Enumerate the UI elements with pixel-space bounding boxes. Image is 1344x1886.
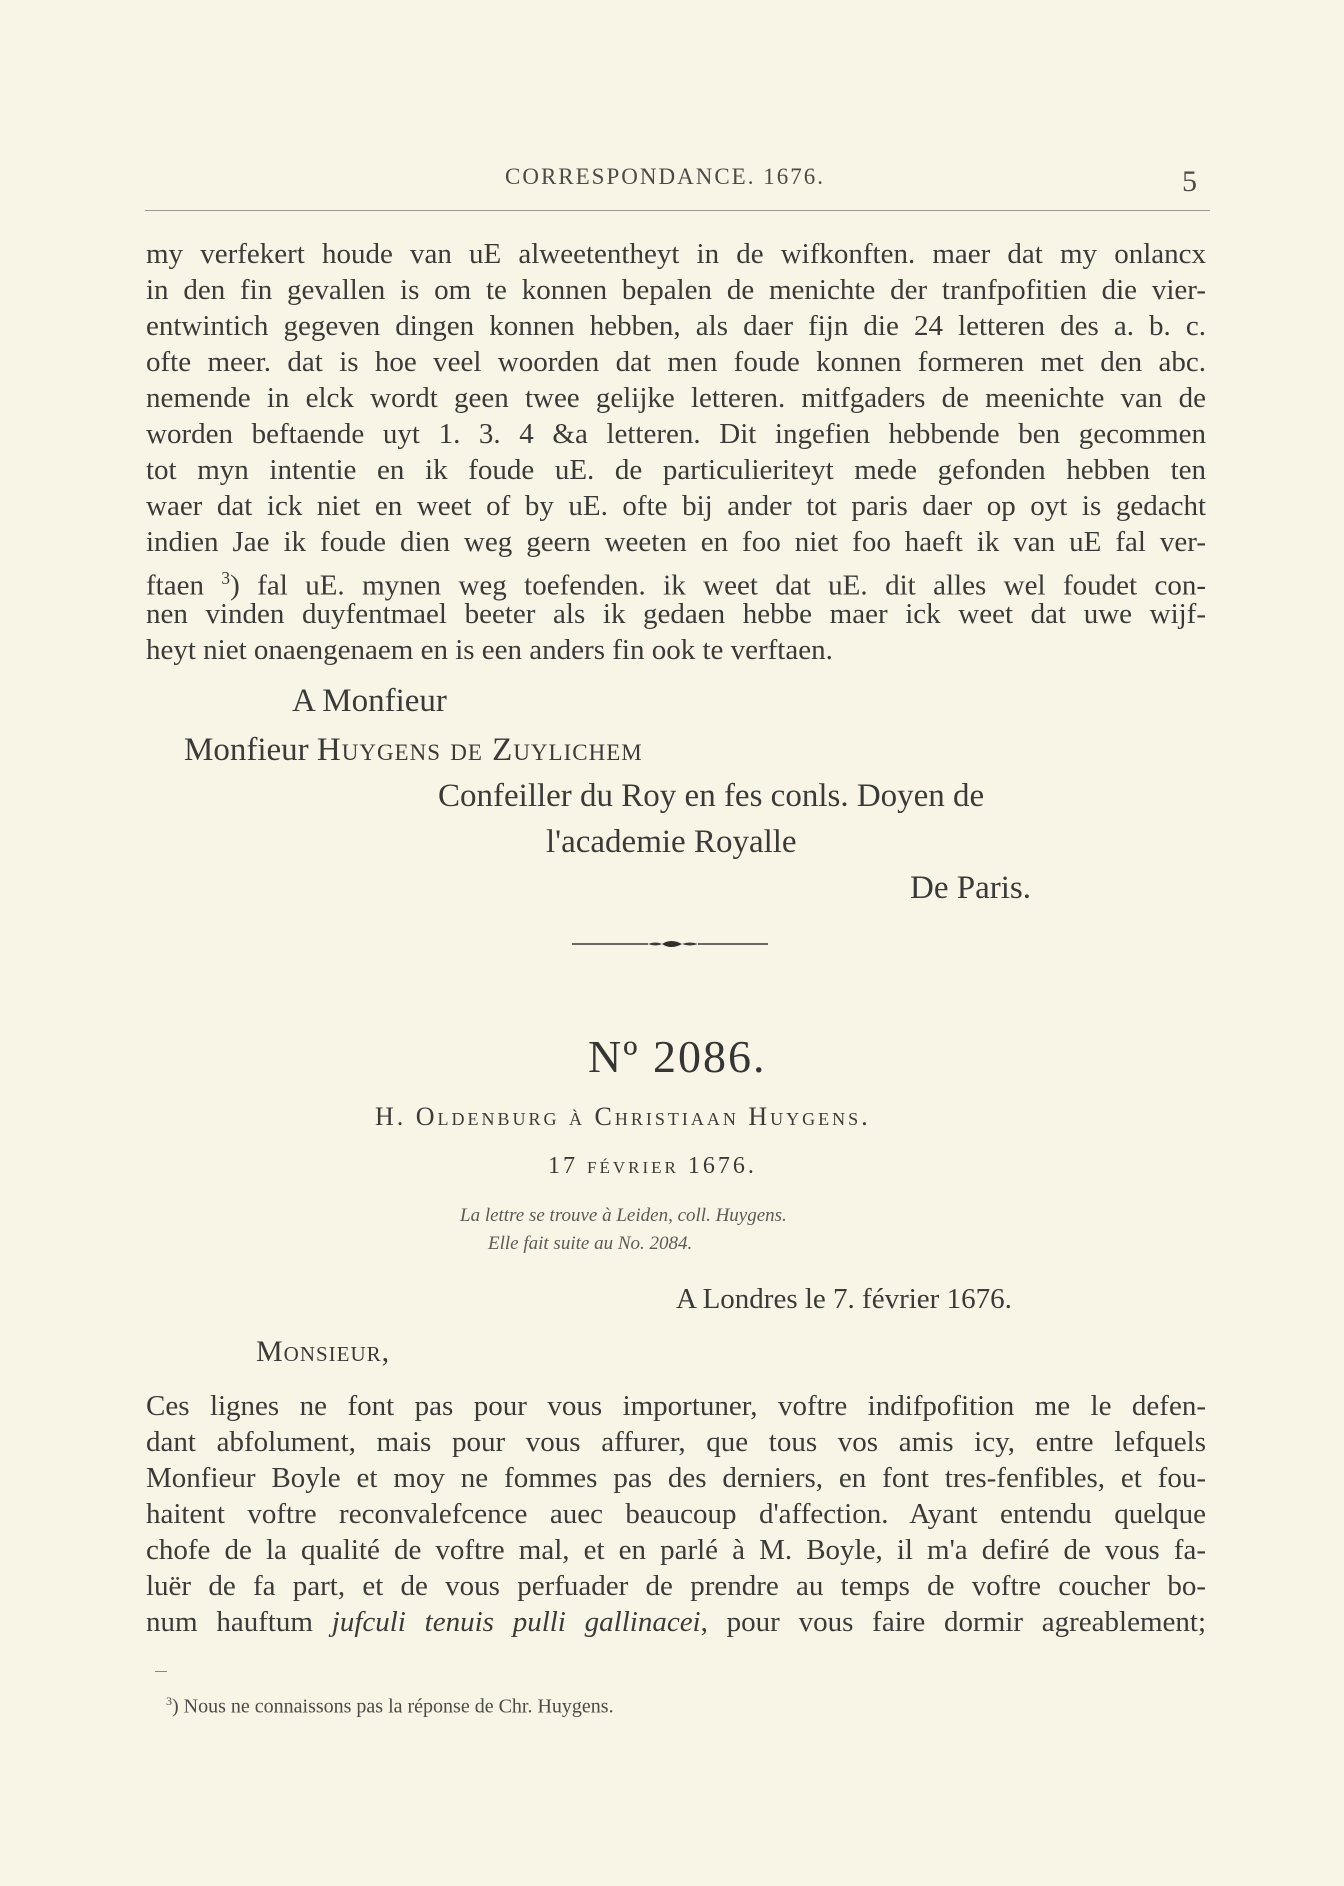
address-name: Huygens de Zuylichem	[316, 732, 643, 768]
text-line: nen vinden duyfentmael beeter als ik gedaen hebbe maer ick weet dat uwe wijf-	[146, 598, 1206, 630]
footnote-ref: 3	[221, 568, 231, 588]
address-line-3: Confeiller du Roy en fes conls. Doyen de	[438, 778, 985, 814]
text-line: dant abfolument, mais pour vous affurer, que tous vos amis icy, entre lefquels	[146, 1426, 1206, 1458]
section-ornament	[570, 932, 770, 956]
text-line: Ces lignes ne font pas pour vous importuner, voftre indifpofition me le defen-	[146, 1390, 1206, 1422]
header-rule	[145, 210, 1210, 211]
running-title: CORRESPONDANCE. 1676.	[505, 164, 825, 189]
letter-title: H. Oldenburg à Christiaan Huygens.	[375, 1102, 871, 1131]
text-line: nemende in elck wordt geen twee gelijke letteren. mitfgaders de meenichte van de	[146, 382, 1206, 414]
address-line-1: A Monfieur	[292, 683, 447, 719]
letter-number: Nº 2086.	[588, 1031, 767, 1082]
text-line: my verfekert houde van uE alweetentheyt in de wifkonften. maer dat my onlancx	[146, 238, 1206, 270]
address-line-5: De Paris.	[910, 870, 1031, 906]
footnote	[166, 1694, 614, 1719]
text-fragment: , pour vous faire dormir agreablement;	[700, 1606, 1207, 1638]
text-line: Monfieur Boyle et moy ne fommes pas des derniers, en font tres-fenfibles, et fou-	[146, 1462, 1206, 1494]
text-line: luër de fa part, et de vous perfuader de prendre au temps de voftre coucher bo-	[146, 1570, 1206, 1602]
address-prefix: Monfieur	[184, 732, 309, 768]
text-line: waer dat ick niet en weet of by uE. ofte bij ander tot paris daer op oyt is gedacht	[146, 490, 1206, 522]
source-note: La lettre se trouve à Leiden, coll. Huygens.	[460, 1205, 787, 1226]
salutation: Monsieur,	[256, 1335, 391, 1368]
text-line: tot myn intentie en ik foude uE. de particulieriteyt mede gefonden hebben ten	[146, 454, 1206, 486]
text-line: heyt niet onaengenaem en is een anders fin ook te verftaen.	[146, 634, 833, 666]
text-fragment: ftaen	[146, 569, 204, 602]
text-line: entwintich gegeven dingen konnen hebben, als daer fijn die 24 letteren des a. b. c.	[146, 310, 1206, 342]
footnote-text: ) Nous ne connaissons pas la réponse de Chr. Huygens.	[172, 1695, 614, 1718]
text-line: haitent voftre reconvalefcence auec beaucoup d'affection. Ayant entendu quelque	[146, 1498, 1206, 1530]
letter-date: 17 février 1676.	[548, 1153, 757, 1179]
text-line: in den fin gevallen is om te konnen bepalen de menichte der tranfpofitien die vier-	[146, 274, 1206, 306]
text-line: ofte meer. dat is hoe veel woorden dat men foude konnen formeren met den abc.	[146, 346, 1206, 378]
text-fragment: num hauftum	[146, 1606, 313, 1638]
text-line: worden beftaende uyt 1. 3. 4 &a letteren. Dit ingefien hebbende ben gecommen	[146, 418, 1206, 450]
text-line: chofe de la qualité de voftre mal, et en parlé à M. Boyle, il m'a defiré de vous fa-	[146, 1534, 1206, 1566]
place-date: A Londres le 7. février 1676.	[676, 1283, 1012, 1315]
source-note: Elle fait suite au No. 2084.	[488, 1233, 693, 1254]
address-line-4: l'academie Royalle	[546, 824, 797, 860]
address-line-2	[184, 732, 643, 769]
latin-phrase: jufculi tenuis pulli gallinacei	[331, 1606, 701, 1638]
text-line: indien Jae ik foude dien weg geern weeten en foo niet foo haeft ik van uE fal ver-	[146, 526, 1206, 558]
text-fragment: ) fal uE. mynen weg toefenden. ik weet dat uE. dit alles wel foudet con-	[230, 569, 1207, 602]
footnote-rule	[155, 1671, 167, 1672]
footnote-marker: 3	[166, 1694, 172, 1708]
text-line-italic-mix	[146, 1604, 1206, 1640]
page-number: 5	[1182, 165, 1197, 198]
